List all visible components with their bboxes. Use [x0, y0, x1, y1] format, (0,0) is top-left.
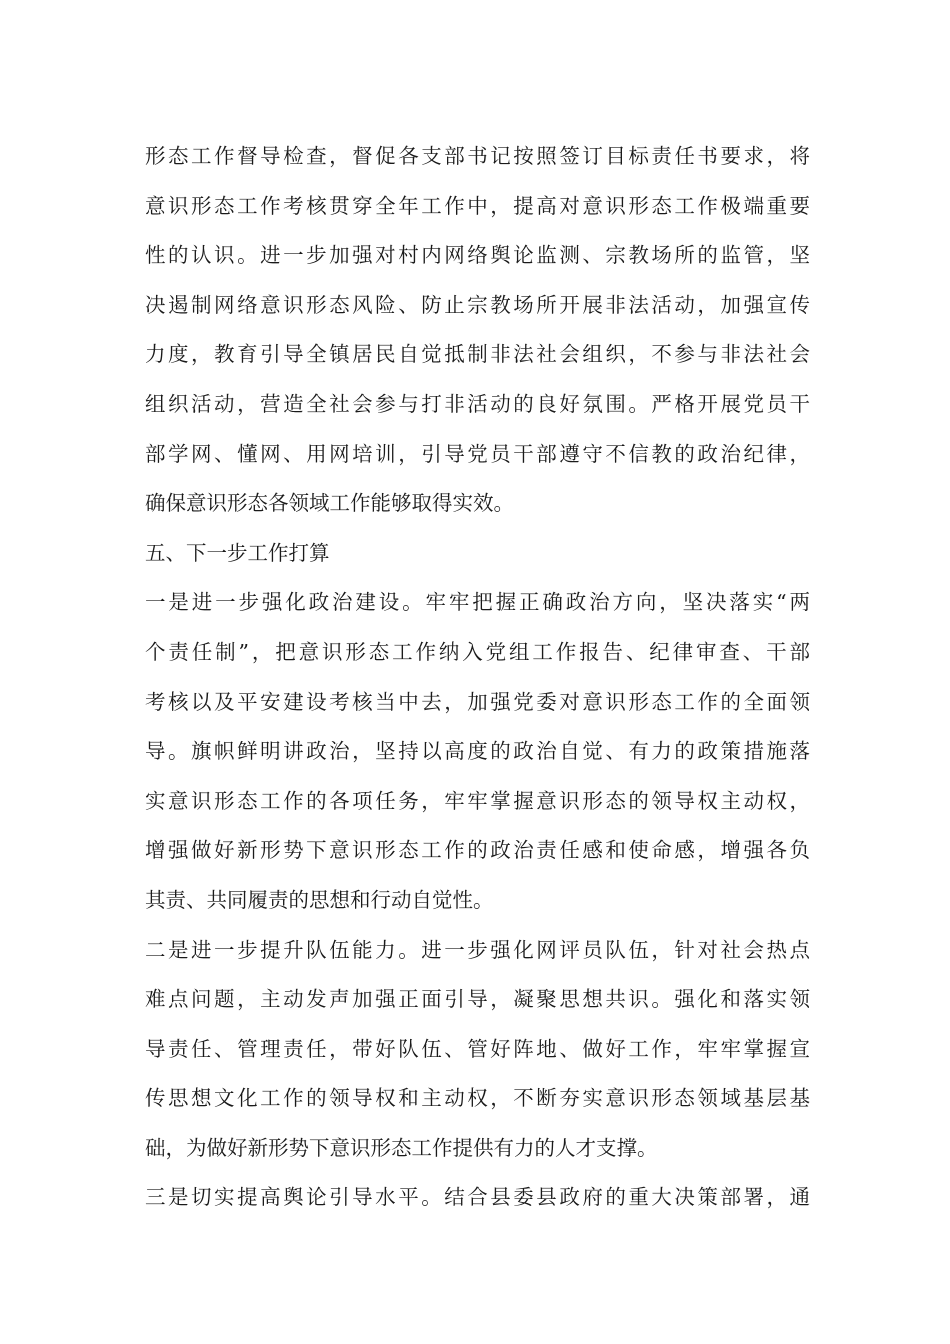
text-line: 意识形态工作考核贯穿全年工作中，提高对意识形态工作极端重要 — [145, 193, 810, 218]
text-line: 一是进一步强化政治建设。牢牢把握正确政治方向，坚决落实“两 — [145, 590, 810, 615]
text-line: 础，为做好新形势下意识形态工作提供有力的人才支撑。 — [145, 1135, 658, 1160]
text-line: 考核以及平安建设考核当中去，加强党委对意识形态工作的全面领 — [145, 689, 810, 714]
text-line: 其责、共同履责的思想和行动自觉性。 — [145, 887, 494, 912]
text-line: 导责任、管理责任，带好队伍、管好阵地、做好工作，牢牢掌握宣 — [145, 1036, 810, 1061]
text-line: 决遏制网络意识形态风险、防止宗教场所开展非法活动，加强宣传 — [145, 292, 810, 317]
text-line: 个责任制”，把意识形态工作纳入党组工作报告、纪律审查、干部 — [145, 639, 810, 664]
text-line: 力度，教育引导全镇居民自觉抵制非法社会组织，不参与非法社会 — [145, 342, 810, 367]
text-line: 实意识形态工作的各项任务，牢牢掌握意识形态的领导权主动权， — [145, 788, 810, 813]
text-line: 确保意识形态各领域工作能够取得实效。 — [145, 491, 514, 516]
text-line: 形态工作督导检查，督促各支部书记按照签订目标责任书要求，将 — [145, 144, 810, 168]
text-line: 三是切实提高舆论引导水平。结合县委县政府的重大决策部署，通 — [145, 1185, 810, 1210]
text-line: 组织活动，营造全社会参与打非活动的良好氛围。严格开展党员干 — [145, 391, 810, 416]
text-line: 部学网、懂网、用网培训，引导党员干部遵守不信教的政治纪律， — [145, 441, 810, 466]
text-line: 难点问题，主动发声加强正面引导，凝聚思想共识。强化和落实领 — [145, 987, 810, 1012]
section-heading: 五、下一步工作打算 — [145, 540, 330, 565]
text-line: 导。旗帜鲜明讲政治，坚持以高度的政治自觉、有力的政策措施落 — [145, 739, 810, 764]
text-line: 性的认识。进一步加强对村内网络舆论监测、宗教场所的监管，坚 — [145, 243, 810, 268]
text-line: 传思想文化工作的领导权和主动权，不断夯实意识形态领域基层基 — [145, 1086, 810, 1111]
text-line: 增强做好新形势下意识形态工作的政治责任感和使命感，增强各负 — [145, 838, 810, 863]
text-line: 二是进一步提升队伍能力。进一步强化网评员队伍，针对社会热点 — [145, 937, 810, 962]
document-body — [145, 132, 810, 1223]
